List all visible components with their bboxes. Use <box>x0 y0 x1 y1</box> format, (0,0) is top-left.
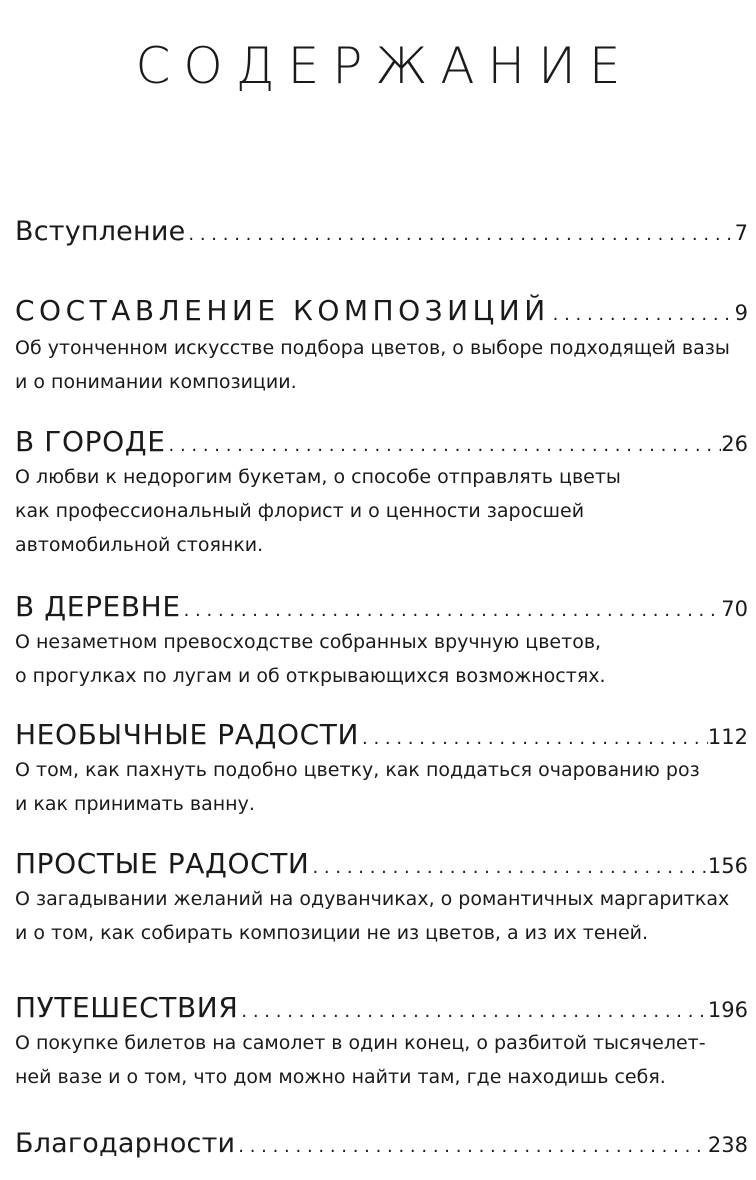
toc-page-number: 26 <box>721 432 748 456</box>
toc-title: Вступление <box>15 216 186 247</box>
toc-description-line: и как принимать ванну. <box>15 793 255 815</box>
toc-entry-introduction <box>15 216 748 247</box>
toc-description-line: о прогулках по лугам и об открывающихся возможностях. <box>15 665 606 687</box>
toc-title: НЕОБЫЧНЫЕ РАДОСТИ <box>15 718 359 751</box>
toc-description-line: О загадывании желаний на одуванчиках, о романтичных маргаритках <box>15 888 730 910</box>
toc-row <box>15 718 748 751</box>
toc-row <box>15 1128 748 1159</box>
toc-description <box>15 1026 748 1094</box>
dot-leader <box>166 435 722 456</box>
toc-page-number: 156 <box>707 854 748 878</box>
dot-leader <box>235 1136 708 1157</box>
toc-description-line: и о понимании композиции. <box>15 371 297 393</box>
toc-description-line: О покупке билетов на самолет в один конец, о разбитой тысячелет- <box>15 1032 706 1054</box>
toc-row <box>15 425 748 458</box>
dot-leader <box>309 857 707 878</box>
toc-entry-composition <box>15 294 748 399</box>
toc-description <box>15 460 748 562</box>
toc-entry-simple-joys <box>15 847 748 950</box>
toc-description-line: ней вазе и о том, что дом можно найти там, где находишь себя. <box>15 1066 666 1088</box>
dot-leader <box>359 728 708 749</box>
toc-row <box>15 991 748 1024</box>
dot-leader <box>185 224 734 245</box>
toc-description-line: автомобильной стоянки. <box>15 534 264 556</box>
page-title: СОДЕРЖАНИЕ <box>135 36 634 95</box>
toc-description-line: как профессиональный флорист и о ценности заросшей <box>15 500 585 522</box>
toc-entry-acknowledgements <box>15 1128 748 1159</box>
toc-row <box>15 847 748 880</box>
toc-page-number: 112 <box>707 725 748 749</box>
toc-description <box>15 331 748 399</box>
toc-page-number: 238 <box>707 1133 748 1157</box>
toc-title: В ГОРОДЕ <box>15 425 166 458</box>
dot-leader <box>181 600 722 621</box>
toc-row <box>15 590 748 623</box>
toc-entry-travels <box>15 991 748 1094</box>
toc-description <box>15 753 748 821</box>
toc-description-line: и о том, как собирать композиции не из цветов, а из их теней. <box>15 922 649 944</box>
toc-entry-city <box>15 425 748 562</box>
toc-page-number: 9 <box>734 301 748 325</box>
dot-leader <box>238 1001 707 1022</box>
toc-row <box>15 216 748 247</box>
toc-page-number: 196 <box>707 998 748 1022</box>
toc-description-line: О том, как пахнуть подобно цветку, как поддаться очарованию роз <box>15 759 700 781</box>
toc-description-line: Об утонченном искусстве подбора цветов, о выборе подходящей вазы <box>15 337 730 359</box>
toc-page-number: 70 <box>721 597 748 621</box>
toc-entry-unusual-joys <box>15 718 748 821</box>
toc-page-number: 7 <box>734 221 748 245</box>
toc-description <box>15 882 748 950</box>
toc-description-line: О любви к недорогим букетам, о способе отправлять цветы <box>15 466 621 488</box>
toc-description <box>15 625 748 693</box>
toc-description-line: О незаметном превосходстве собранных вручную цветов, <box>15 631 602 653</box>
toc-title: ПУТЕШЕСТВИЯ <box>15 991 239 1024</box>
toc-title: СОСТАВЛЕНИЕ КОМПОЗИЦИЙ <box>15 294 550 327</box>
toc-entry-countryside <box>15 590 748 693</box>
toc-title: В ДЕРЕВНЕ <box>15 590 181 623</box>
toc-title: ПРОСТЫЕ РАДОСТИ <box>15 847 310 880</box>
toc-row <box>15 294 748 327</box>
dot-leader <box>550 304 735 325</box>
toc-title: Благодарности <box>15 1128 236 1159</box>
